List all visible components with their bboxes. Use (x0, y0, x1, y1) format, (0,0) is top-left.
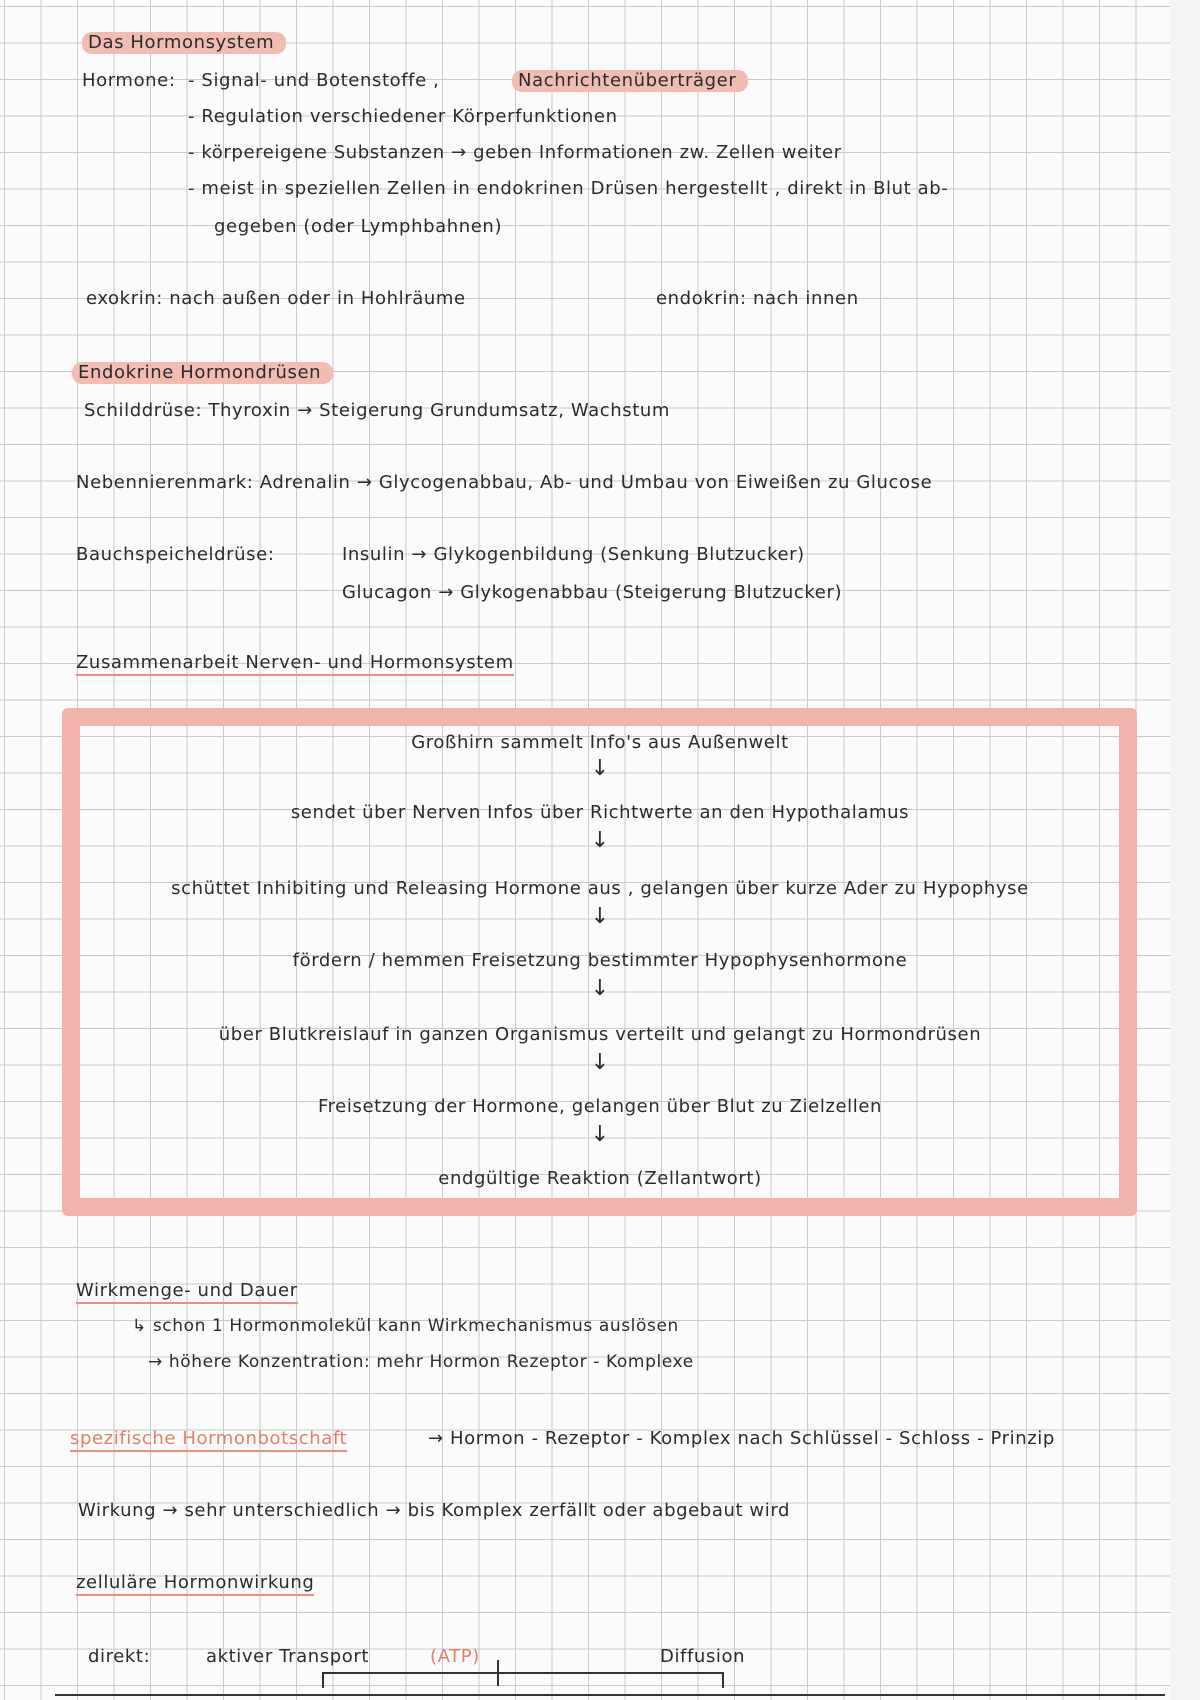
hormones-line-1: - Signal- und Botenstoffe , (188, 70, 440, 91)
specific-text: → Hormon - Rezeptor - Komplex nach Schlüssel - Schloss - Prinzip (428, 1428, 1055, 1449)
flow-arrow: ↓ (590, 756, 610, 781)
flow-step-7: endgültige Reaktion (Zellantwort) (438, 1168, 762, 1189)
specific-label: spezifische Hormonbotschaft (70, 1430, 347, 1452)
wirkung-text: Wirkung → sehr unterschiedlich → bis Komplex zerfällt oder abgebaut wird (78, 1500, 791, 1521)
flow-step-5: über Blutkreislauf in ganzen Organismus verteilt und gelangt zu Hormondrüsen (218, 1024, 982, 1045)
hormones-label: Hormone: (82, 70, 176, 91)
insulin-text: Insulin → Glykogenbildung (Senkung Blutzucker) (342, 544, 805, 565)
page-title: Das Hormonsystem (82, 32, 286, 54)
hormones-line-2: - Regulation verschiedener Körperfunktionen (188, 106, 618, 127)
glands-heading: Endokrine Hormondrüsen (72, 362, 333, 384)
direct-label: direkt: (88, 1646, 151, 1667)
flow-step-3: schüttet Inhibiting und Releasing Hormone aus , gelangen über kurze Ader zu Hypophyse (171, 878, 1029, 899)
hormones-line-3: - körpereigene Substanzen → geben Informationen zw. Zellen weiter (188, 142, 842, 163)
cellular-heading: zelluläre Hormonwirkung (76, 1574, 314, 1596)
diffusion-label: Diffusion (660, 1646, 746, 1667)
flow-step-6: Freisetzung der Hormone, gelangen über Blut zu Zielzellen (317, 1096, 883, 1117)
cooperation-heading: Zusammenarbeit Nerven- und Hormonsystem (76, 654, 514, 676)
hormones-line-5: gegeben (oder Lymphbahnen) (214, 216, 503, 237)
bottom-rule (55, 1694, 1165, 1696)
effect-heading: Wirkmenge- und Dauer (76, 1282, 298, 1304)
flow-arrow: ↓ (590, 976, 610, 1001)
transport-bracket (322, 1672, 724, 1688)
glucagon-text: Glucagon → Glykogenabbau (Steigerung Blutzucker) (342, 582, 843, 603)
thyroid-text: Schilddrüse: Thyroxin → Steigerung Grundumsatz, Wachstum (84, 400, 671, 421)
flow-arrow: ↓ (590, 1050, 610, 1075)
flow-step-4: fördern / hemmen Freisetzung bestimmter Hypophysenhormone (292, 950, 908, 971)
effect-line-1: ↳ schon 1 Hormonmolekül kann Wirkmechanismus auslösen (132, 1316, 679, 1336)
pancreas-label: Bauchspeicheldrüse: (76, 544, 275, 565)
flow-arrow: ↓ (590, 1122, 610, 1147)
hormones-line-4: - meist in speziellen Zellen in endokrinen Drüsen hergestellt , direkt in Blut ab- (188, 178, 949, 199)
flow-arrow: ↓ (590, 904, 610, 929)
active-transport: aktiver Transport (206, 1646, 370, 1667)
transport-bracket-stem (497, 1660, 499, 1686)
flow-step-1: Großhirn sammelt Info's aus Außenwelt (411, 732, 789, 753)
endokrin-text: endokrin: nach innen (656, 288, 859, 309)
flow-arrow: ↓ (590, 828, 610, 853)
effect-line-2: → höhere Konzentration: mehr Hormon Rezeptor - Komplexe (148, 1352, 694, 1372)
exokrin-text: exokrin: nach außen oder in Hohlräume (86, 288, 466, 309)
hormones-line-1-highlight: Nachrichtenüberträger (512, 70, 748, 92)
adrenal-text: Nebennierenmark: Adrenalin → Glycogenabbau, Ab- und Umbau von Eiweißen zu Glucose (76, 472, 933, 493)
atp-label: (ATP) (430, 1646, 480, 1667)
flow-step-2: sendet über Nerven Infos über Richtwerte an den Hypothalamus (290, 802, 910, 823)
